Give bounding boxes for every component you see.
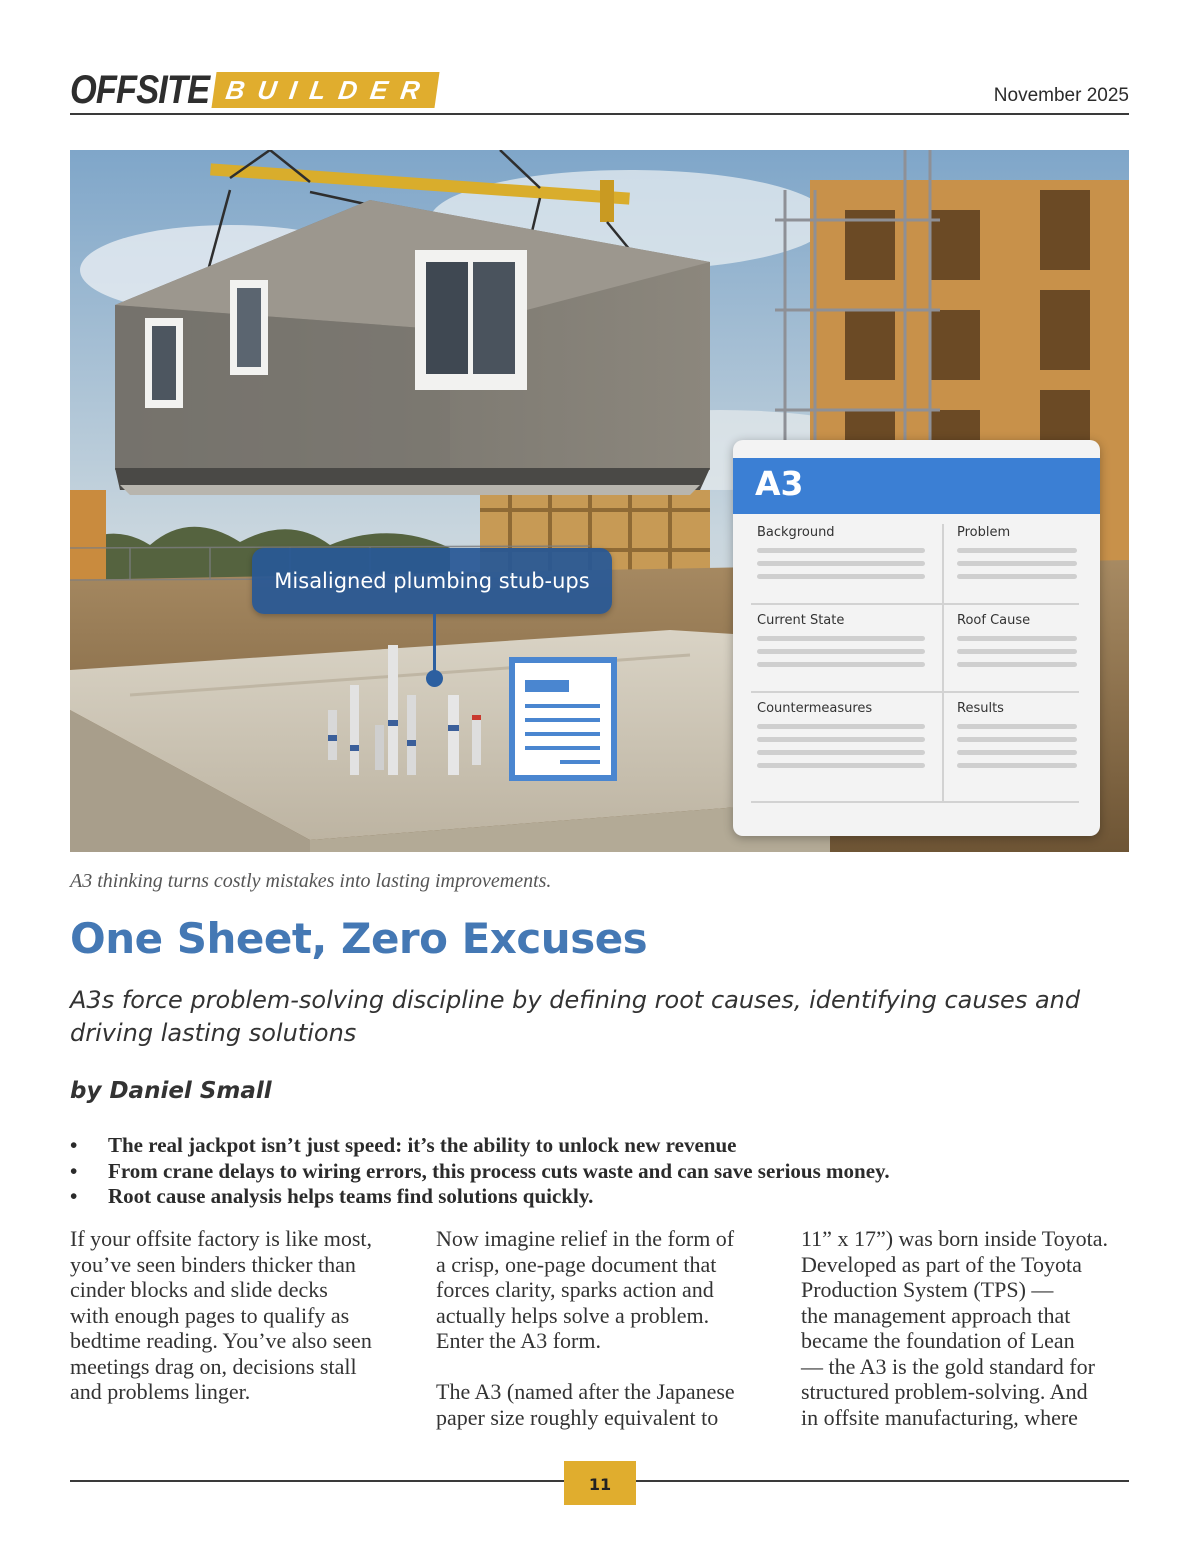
a3-divider-row-3 xyxy=(751,801,1079,803)
key-point-text: The real jackpot isn’t just speed: it’s the ability to unlock new revenue xyxy=(108,1133,737,1157)
body-line: The A3 (named after the Japanese xyxy=(436,1379,735,1404)
a3-placeholder-line xyxy=(957,574,1077,579)
a3-placeholder-line xyxy=(957,724,1077,729)
article-byline: by Daniel Small xyxy=(70,1078,272,1104)
a3-placeholder-line xyxy=(957,649,1077,654)
a3-placeholder-line xyxy=(757,724,925,729)
a3-divider-row-1 xyxy=(751,603,1079,605)
key-points-list xyxy=(70,1133,1130,1210)
bullet-marker: • xyxy=(70,1133,78,1157)
a3-placeholder-line xyxy=(757,763,925,768)
a3-section-label: Roof Cause xyxy=(957,613,1031,628)
a3-placeholder-line xyxy=(957,548,1077,553)
a3-section-label: Current State xyxy=(757,613,845,628)
body-line: bedtime reading. You’ve also seen xyxy=(70,1328,372,1353)
body-line: — the A3 is the gold standard for xyxy=(801,1353,1095,1379)
a3-section-countermeasures xyxy=(757,701,925,768)
a3-placeholder-line xyxy=(757,561,925,566)
body-column-3 xyxy=(801,1226,1136,1430)
a3-placeholder-line xyxy=(957,561,1077,566)
body-line: Enter the A3 form. xyxy=(436,1328,601,1353)
header-divider xyxy=(70,113,1129,115)
key-point xyxy=(70,1184,1130,1210)
body-line: forces clarity, sparks action and xyxy=(436,1277,714,1302)
body-line: and problems linger. xyxy=(70,1379,251,1404)
body-line: became the foundation of Lean xyxy=(801,1328,1075,1353)
a3-placeholder-line xyxy=(757,574,925,579)
body-line: actually helps solve a problem. xyxy=(436,1302,710,1328)
a3-placeholder-line xyxy=(757,548,925,553)
a3-divider-vertical xyxy=(942,524,944,802)
a3-placeholder-line xyxy=(957,737,1077,742)
page-number: 11 xyxy=(564,1461,636,1505)
a3-placeholder-line xyxy=(957,636,1077,641)
key-point-text: From crane delays to wiring errors, this process cuts waste and can save serious money. xyxy=(108,1158,890,1183)
a3-section-results xyxy=(957,701,1077,768)
bullet-marker: • xyxy=(70,1184,78,1208)
a3-section-label: Problem xyxy=(957,525,1011,540)
photo-caption: A3 thinking turns costly mistakes into lasting improvements. xyxy=(70,870,552,892)
a3-section-problem xyxy=(957,525,1077,579)
body-line: a crisp, one-page document that xyxy=(436,1251,717,1277)
body-column-2 xyxy=(436,1226,766,1430)
logo-accent: BUILDER xyxy=(211,72,439,108)
body-line: If your offsite factory is like most, xyxy=(70,1226,373,1251)
issue-callout: Misaligned plumbing stub-ups xyxy=(252,548,612,614)
body-line: Production System (TPS) — xyxy=(801,1277,1054,1302)
logo-wordmark: OFFSITE xyxy=(70,67,210,112)
body-line: structured problem-solving. And xyxy=(801,1379,1088,1404)
callout-pointer-dot xyxy=(426,670,443,687)
body-line: with enough pages to qualify as xyxy=(70,1302,350,1328)
callout-pointer xyxy=(433,614,436,676)
a3-form-header xyxy=(733,458,1100,514)
a3-placeholder-line xyxy=(957,763,1077,768)
key-point xyxy=(70,1133,1130,1159)
issue-date: November 2025 xyxy=(993,85,1129,106)
body-line xyxy=(436,1354,766,1380)
a3-section-root-cause xyxy=(957,613,1077,667)
a3-divider-row-2 xyxy=(751,691,1079,693)
body-column-1 xyxy=(70,1226,400,1405)
masthead-logo xyxy=(70,68,437,112)
body-line: Now imagine relief in the form of xyxy=(436,1226,735,1251)
body-line: you’ve seen binders thicker than xyxy=(70,1251,356,1277)
a3-placeholder-line xyxy=(757,662,925,667)
article-title: One Sheet, Zero Excuses xyxy=(70,914,648,963)
body-line: paper size roughly equivalent to xyxy=(436,1404,719,1430)
body-line: Developed as part of the Toyota xyxy=(801,1251,1082,1277)
a3-section-label: Countermeasures xyxy=(757,701,873,716)
article-deck: A3s force problem-solving discipline by defining root causes, identifying causes and driving lasting solutions xyxy=(70,986,1081,1047)
a3-placeholder-line xyxy=(957,750,1077,755)
a3-section-label: Background xyxy=(757,525,835,540)
key-point xyxy=(70,1159,1130,1185)
body-line: 11” x 17”) was born inside Toyota. xyxy=(801,1226,1109,1251)
a3-section-current-state xyxy=(757,613,925,667)
a3-placeholder-line xyxy=(757,737,925,742)
a3-section-background xyxy=(757,525,925,579)
a3-form-card xyxy=(733,440,1100,836)
body-line: meetings drag on, decisions stall xyxy=(70,1353,357,1379)
a3-section-label: Results xyxy=(957,701,1004,716)
body-line: in offsite manufacturing, where xyxy=(801,1404,1078,1430)
body-line: the management approach that xyxy=(801,1302,1071,1328)
a3-placeholder-line xyxy=(757,636,925,641)
body-line: cinder blocks and slide decks xyxy=(70,1277,328,1302)
a3-placeholder-line xyxy=(757,750,925,755)
bullet-marker: • xyxy=(70,1158,78,1183)
a3-form-title: A3 xyxy=(755,464,804,503)
a3-placeholder-line xyxy=(957,662,1077,667)
key-point-text: Root cause analysis helps teams find solutions quickly. xyxy=(108,1184,594,1208)
a3-placeholder-line xyxy=(757,649,925,654)
